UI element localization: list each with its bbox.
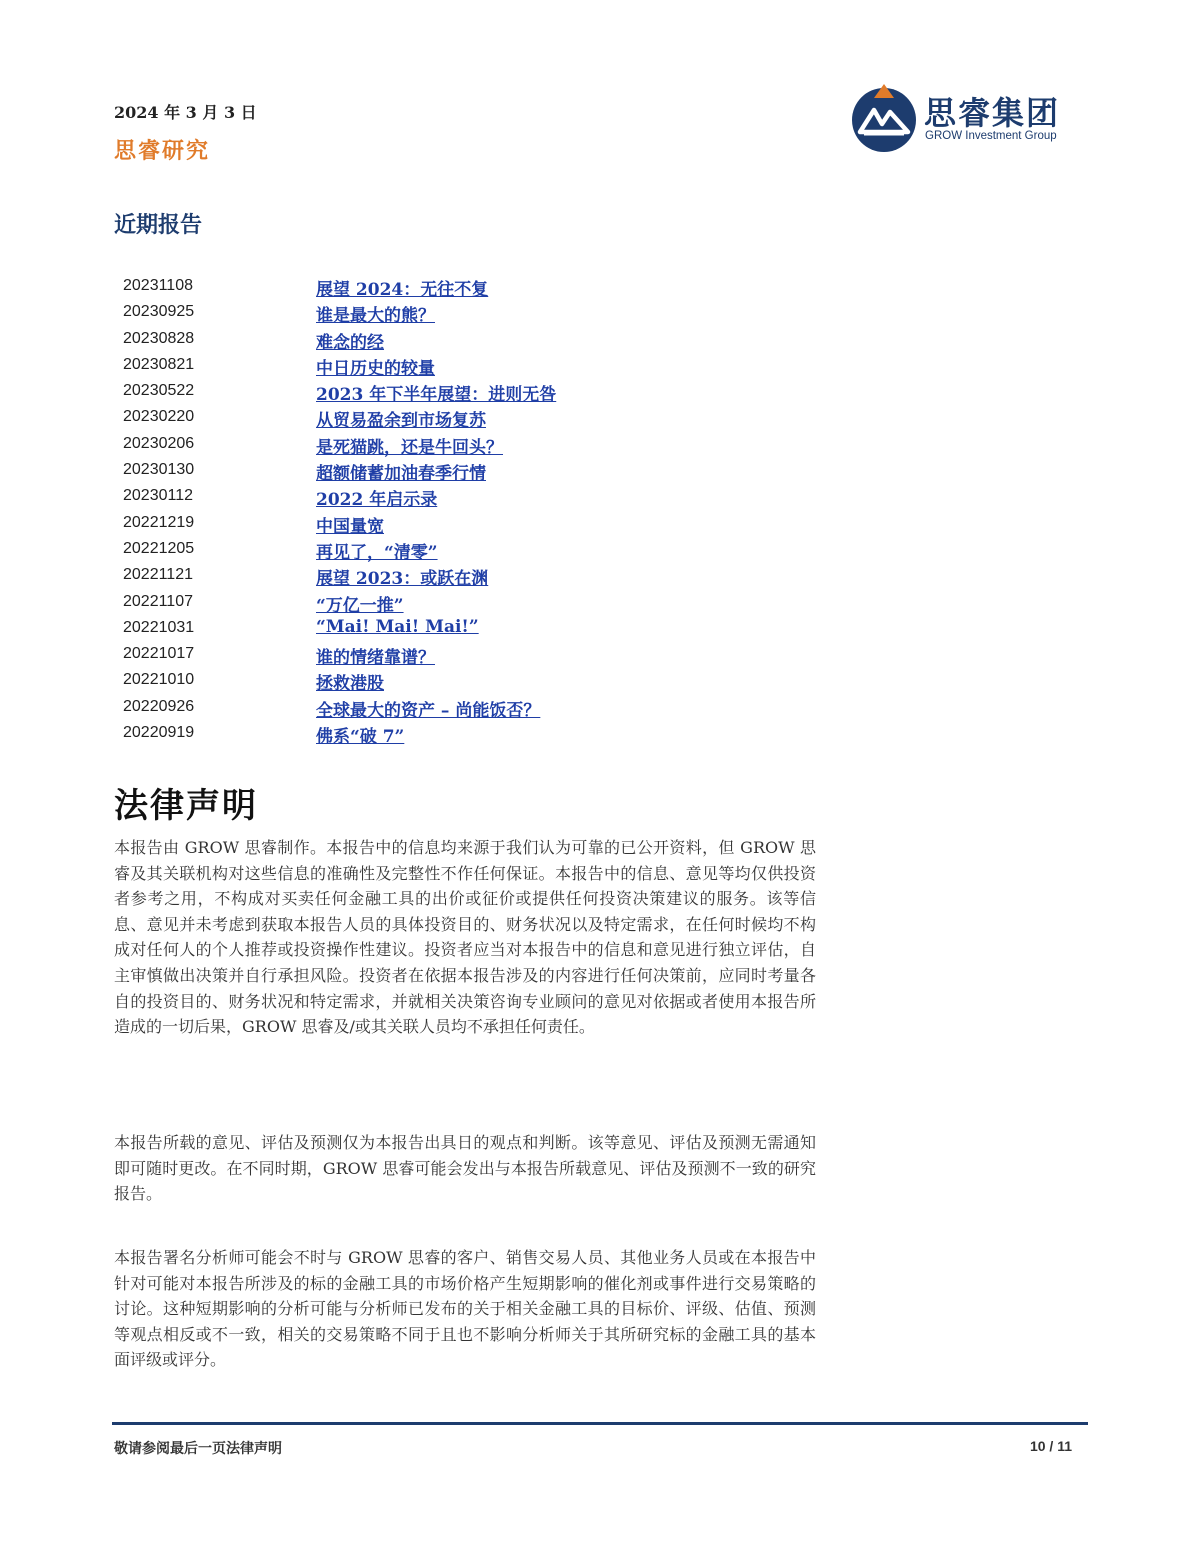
recent-reports-title: 近期报告 — [114, 212, 203, 238]
report-row-date: 20230522 — [123, 382, 195, 400]
brand-name: 思睿研究 — [114, 138, 211, 164]
report-row-link[interactable]: 全球最大的资产 – 尚能饭否？ — [316, 700, 541, 721]
report-row-link[interactable]: 难念的经 — [316, 332, 384, 353]
footer-note: 敬请参阅最后一页法律声明 — [114, 1441, 282, 1457]
report-row-link[interactable]: 超额储蓄加油春季行情 — [316, 464, 486, 485]
report-row-link[interactable]: 展望 2023：或跃在渊 — [316, 569, 489, 590]
report-row-date: 20220926 — [123, 697, 195, 715]
report-row-date: 20230828 — [123, 329, 195, 347]
report-row-link[interactable]: 从贸易盈余到市场复苏 — [316, 411, 486, 432]
report-row-link[interactable]: “万亿一推” — [316, 595, 404, 616]
report-row-date: 20230130 — [123, 461, 195, 479]
report-row-date: 20230206 — [123, 434, 195, 452]
report-row-link[interactable]: 中日历史的较量 — [316, 358, 435, 379]
report-row-date: 20221107 — [123, 592, 193, 610]
footer-divider — [112, 1422, 1088, 1425]
report-row-link[interactable]: 拯救港股 — [316, 674, 384, 695]
report-row-link[interactable]: 谁的情绪靠谱？ — [316, 648, 435, 669]
legal-paragraph: 本报告由 GROW 思睿制作。本报告中的信息均来源于我们认为可靠的已公开资料，但 GROW 思睿及其关联机构对这些信息的准确性及完整性不作任何保证。本报告中的信息、意见等均仅供投资者参考之用，不构成对买卖任何金融工具的出价或征价或提供任何投资决策建议的服务。该等信息、意见并未考虑到获取本报告人员的具体投资目的、财务状况以及特定需求，在任何时候均不构成对任何人的个人推荐或投资操作性建议。投资者应当对本报告中的信息和意见进行独立评估，自主审慎做出决策并自行承担风险。投资者在依据本报告涉及的内容进行任何决策前，应同时考量各自的投资目的、财务状况和特定需求，并就相关决策咨询专业顾问的意见对依据或者使用本报告所造成的一切后果，GROW 思睿及/或其关联人员均不承担任何责任。 — [114, 838, 816, 1037]
report-row-date: 20230112 — [123, 487, 193, 505]
legal-paragraph: 本报告署名分析师可能会不时与 GROW 思睿的客户、销售交易人员、其他业务人员或在本报告中针对可能对本报告所涉及的标的金融工具的市场价格产生短期影响的催化剂或事件进行交易策略的讨论。这种短期影响的分析可能与分析师已发布的关于相关金融工具的目标价、评级、估值、预测等观点相反或不一致，相关的交易策略不同于且也不影响分析师关于其所研究标的金融工具的基本面评级或评分。 — [114, 1248, 816, 1370]
logo-mark-icon — [850, 80, 918, 156]
report-row-date: 20230821 — [123, 355, 195, 373]
report-row-date: 20220919 — [123, 724, 195, 742]
report-row-date: 20230220 — [123, 408, 195, 426]
report-row-link[interactable]: 谁是最大的熊？ — [316, 306, 435, 327]
logo-name-en: GROW Investment Group — [925, 130, 1057, 142]
logo-name-cn: 思睿集团 — [924, 94, 1061, 132]
legal-title: 法律声明 — [114, 786, 258, 826]
report-row-link[interactable]: 是死猫跳，还是牛回头？ — [316, 437, 503, 458]
report-row-date: 20221121 — [123, 566, 193, 584]
report-row-link[interactable]: 2022 年启示录 — [316, 490, 438, 511]
report-row-link[interactable]: 再见了，“清零” — [316, 542, 438, 563]
company-logo — [850, 80, 1070, 156]
page-number: 10 / 11 — [1029, 1438, 1072, 1454]
report-row-link[interactable]: “Mai! Mai! Mai!” — [316, 616, 479, 637]
report-row-date: 20231108 — [123, 277, 193, 294]
report-row-link[interactable]: 2023 年下半年展望：进则无咎 — [316, 385, 557, 406]
report-row-link[interactable]: 中国量宽 — [316, 516, 384, 537]
report-row-date: 20221205 — [123, 539, 195, 557]
report-date: 2024 年 3 月 3 日 — [114, 103, 257, 122]
report-row-date: 20221017 — [123, 645, 195, 663]
report-row-date: 20221031 — [123, 618, 195, 636]
report-row-link[interactable]: 佛系“破 7” — [316, 727, 405, 748]
report-row-date: 20221010 — [123, 671, 195, 689]
report-row-date: 20230925 — [123, 303, 195, 321]
legal-paragraph: 本报告所载的意见、评估及预测仅为本报告出具日的观点和判断。该等意见、评估及预测无需通知即可随时更改。在不同时期，GROW 思睿可能会发出与本报告所载意见、评估及预测不一致的研究报告。 — [114, 1133, 816, 1204]
report-row-link[interactable]: 展望 2024：无往不复 — [316, 280, 489, 300]
report-row-date: 20221219 — [123, 513, 195, 531]
